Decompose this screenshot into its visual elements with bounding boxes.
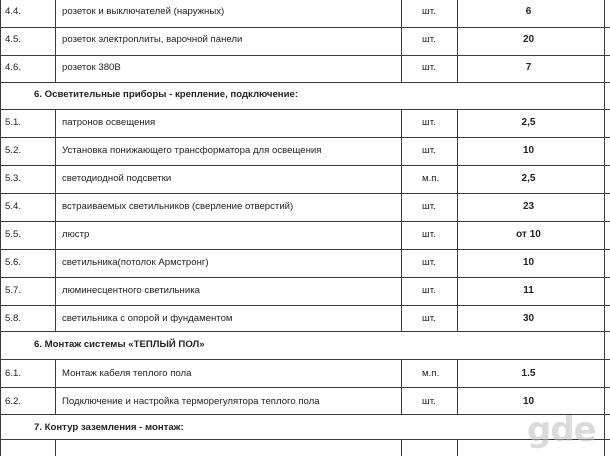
row-number: 5.7.: [5, 285, 22, 296]
column-divider: [457, 0, 458, 82]
column-divider: [457, 439, 458, 456]
row-price: 20: [522, 34, 535, 45]
row-divider: [0, 359, 610, 360]
column-divider: [457, 109, 458, 331]
column-divider: [401, 439, 402, 456]
row-unit: шт.: [422, 145, 436, 156]
row-price: 7: [525, 62, 532, 73]
table-border: [0, 0, 1, 456]
row-unit: шт.: [422, 257, 436, 268]
row-name: Подключение и настройка терморегулятора теплого пола: [62, 396, 320, 407]
row-divider: [0, 165, 610, 166]
row-price: 10: [522, 145, 535, 156]
row-unit: шт.: [422, 34, 436, 45]
row-number: 6.1.: [5, 368, 22, 379]
row-number: 4.6.: [5, 62, 22, 73]
row-price: 10: [522, 396, 535, 407]
row-divider: [0, 331, 610, 332]
row-name: патронов освещения: [62, 117, 156, 128]
row-price: от 10: [516, 229, 541, 240]
row-name: встраиваемых светильников (сверление отверстий): [62, 201, 294, 212]
row-unit: м.п.: [422, 368, 440, 379]
row-price: 10: [522, 257, 535, 268]
row-number: 5.8.: [5, 313, 22, 324]
row-divider: [0, 387, 610, 388]
row-unit: м.п.: [422, 173, 440, 184]
row-number: 5.1.: [5, 117, 22, 128]
row-price: 30: [522, 313, 535, 324]
row-name: розеток 380В: [62, 62, 121, 73]
row-unit: шт.: [422, 396, 436, 407]
row-divider: [0, 249, 610, 250]
row-price: 2,5: [521, 173, 536, 184]
row-name: розеток и выключателей (наружных): [62, 6, 225, 17]
column-divider: [55, 439, 56, 456]
row-unit: шт.: [422, 313, 436, 324]
row-divider: [0, 439, 610, 440]
section-heading: 6. Осветительные приборы - крепление, подключение:: [34, 89, 299, 100]
row-unit: шт.: [422, 117, 436, 128]
column-divider: [401, 0, 402, 82]
row-unit: шт.: [422, 229, 436, 240]
row-name: Установка понижающего трансформатора для освещения: [62, 145, 322, 156]
column-divider: [55, 109, 56, 331]
column-divider: [401, 109, 402, 331]
row-unit: шт.: [422, 285, 436, 296]
row-name: люстр: [62, 229, 90, 240]
row-number: 5.6.: [5, 257, 22, 268]
row-divider: [0, 137, 610, 138]
row-divider: [0, 55, 610, 56]
row-name: светильника(потолок Армстронг): [62, 257, 209, 268]
row-price: 11: [523, 285, 534, 296]
column-divider: [55, 359, 56, 414]
row-number: 5.3.: [5, 173, 22, 184]
row-number: 5.4.: [5, 201, 22, 212]
row-price: 1.5: [521, 368, 536, 379]
row-divider: [0, 277, 610, 278]
row-divider: [0, 27, 610, 28]
row-price: 6: [525, 6, 532, 17]
column-divider: [55, 0, 56, 82]
row-number: 5.2.: [5, 145, 22, 156]
row-name: розеток электроплиты, варочной панели: [62, 34, 243, 45]
row-number: 4.4.: [5, 6, 22, 17]
site-watermark: gde: [527, 410, 596, 450]
section-heading: 6. Монтаж системы «ТЕПЛЫЙ ПОЛ»: [34, 339, 205, 350]
row-divider: [0, 193, 610, 194]
row-divider: [0, 221, 610, 222]
row-name: светильника с опорой и фундаментом: [62, 313, 233, 324]
row-name: светодиодной подсветки: [62, 173, 172, 184]
column-divider: [457, 359, 458, 414]
row-unit: шт.: [422, 6, 436, 17]
row-divider: [0, 305, 610, 306]
row-unit: шт.: [422, 201, 436, 212]
row-number: 6.2.: [5, 396, 22, 407]
row-name: люминесцентного светильника: [62, 285, 200, 296]
row-divider: [0, 414, 610, 415]
section-heading: 7. Контур заземления - монтаж:: [34, 422, 184, 433]
row-price: 2,5: [521, 117, 536, 128]
row-divider: [0, 109, 610, 110]
row-divider: [0, 82, 610, 83]
row-name: Монтаж кабеля теплого пола: [62, 368, 192, 379]
row-unit: шт.: [422, 62, 436, 73]
table-border: [604, 0, 605, 456]
row-number: 5.5.: [5, 229, 22, 240]
row-price: 23: [522, 201, 535, 212]
column-divider: [401, 359, 402, 414]
row-number: 4.5.: [5, 34, 22, 45]
